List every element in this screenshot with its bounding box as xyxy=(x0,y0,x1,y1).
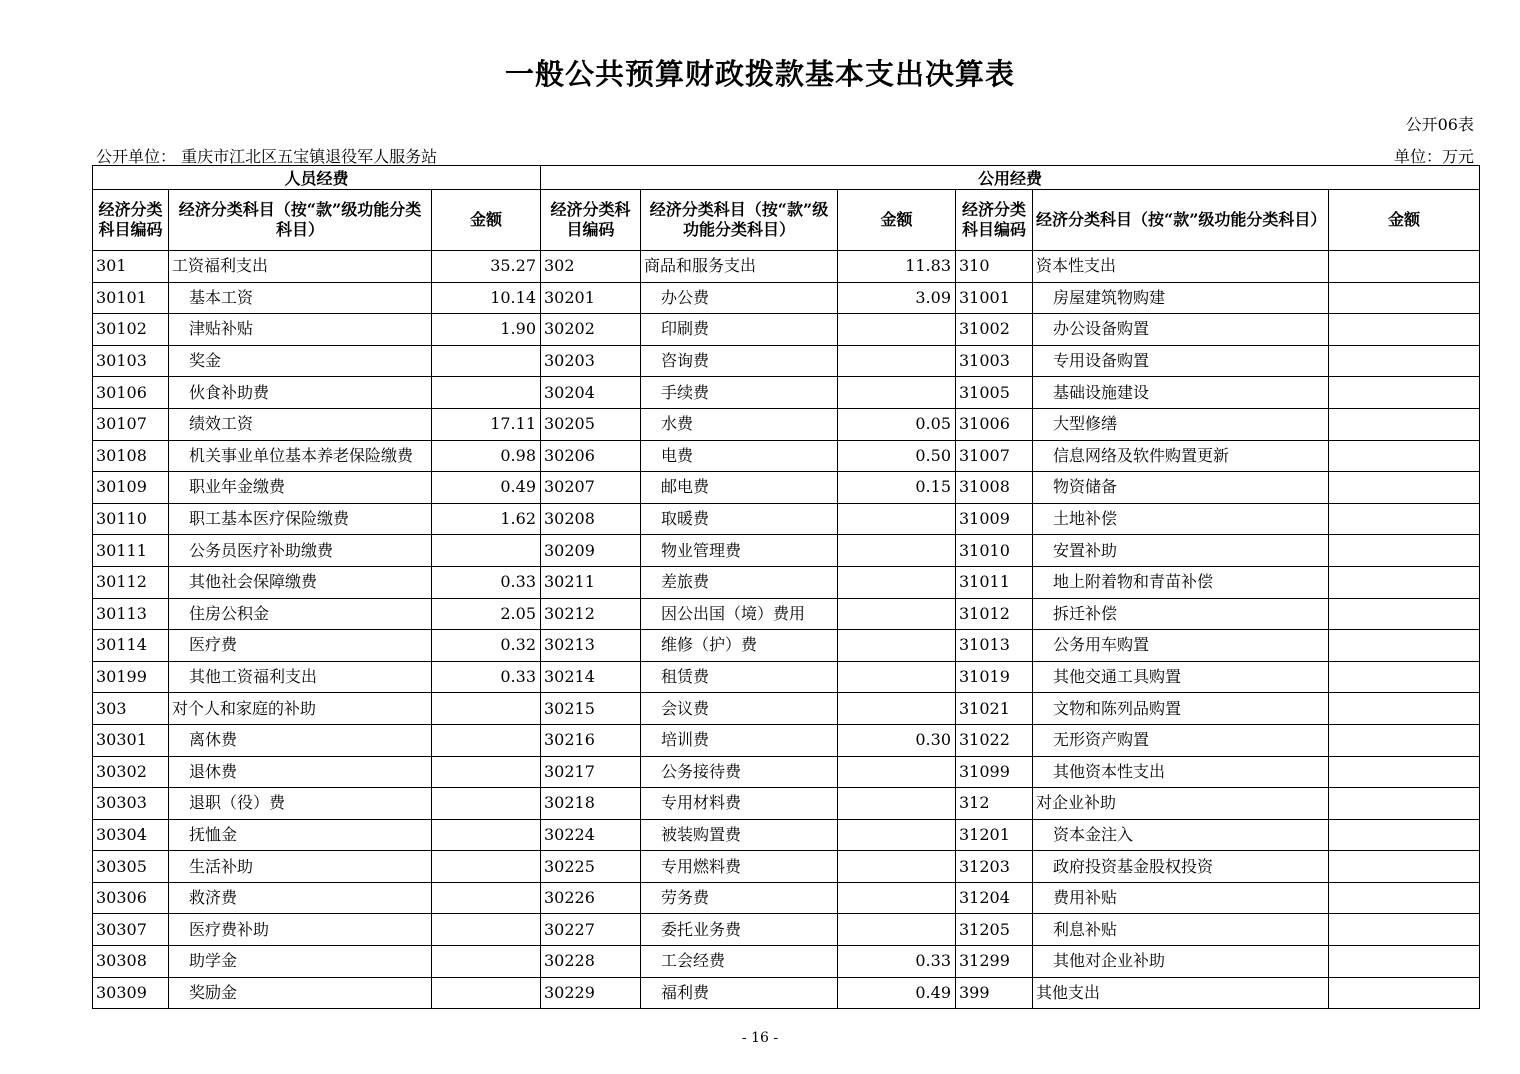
amount-cell xyxy=(838,914,956,946)
amount-cell xyxy=(838,503,956,535)
code-cell: 30206 xyxy=(541,440,641,472)
table-row xyxy=(93,914,1480,946)
header-code: 经济分类科目编码 xyxy=(541,190,641,251)
table-row xyxy=(93,535,1480,567)
name-cell: 大型修缮 xyxy=(1033,408,1329,440)
code-cell: 30301 xyxy=(93,724,169,756)
name-cell: 津贴补贴 xyxy=(169,314,432,346)
name-cell: 差旅费 xyxy=(641,566,838,598)
header-code: 经济分类科目编码 xyxy=(956,190,1033,251)
name-cell: 劳务费 xyxy=(641,882,838,914)
amount-cell xyxy=(838,566,956,598)
table-row xyxy=(93,819,1480,851)
code-cell: 30209 xyxy=(541,535,641,567)
table-row xyxy=(93,661,1480,693)
name-cell: 其他对企业补助 xyxy=(1033,946,1329,978)
table-row xyxy=(93,345,1480,377)
amount-cell xyxy=(1329,314,1480,346)
amount-cell xyxy=(838,314,956,346)
amount-cell xyxy=(838,693,956,725)
name-cell: 福利费 xyxy=(641,977,838,1009)
name-cell: 培训费 xyxy=(641,724,838,756)
name-cell: 绩效工资 xyxy=(169,408,432,440)
name-cell: 电费 xyxy=(641,440,838,472)
code-cell: 30205 xyxy=(541,408,641,440)
amount-cell xyxy=(432,535,541,567)
name-cell: 其他支出 xyxy=(1033,977,1329,1009)
table-row xyxy=(93,472,1480,504)
name-cell: 办公费 xyxy=(641,282,838,314)
amount-cell xyxy=(838,598,956,630)
amount-cell: 0.33 xyxy=(838,946,956,978)
code-cell: 30212 xyxy=(541,598,641,630)
name-cell: 基本工资 xyxy=(169,282,432,314)
name-cell: 职工基本医疗保险缴费 xyxy=(169,503,432,535)
code-cell: 30110 xyxy=(93,503,169,535)
name-cell: 信息网络及软件购置更新 xyxy=(1033,440,1329,472)
code-cell: 30303 xyxy=(93,788,169,820)
amount-cell: 0.15 xyxy=(838,472,956,504)
header-code: 经济分类科目编码 xyxy=(93,190,169,251)
code-cell: 30305 xyxy=(93,851,169,883)
amount-cell: 0.05 xyxy=(838,408,956,440)
code-cell: 30309 xyxy=(93,977,169,1009)
code-cell: 30308 xyxy=(93,946,169,978)
name-cell: 助学金 xyxy=(169,946,432,978)
amount-cell: 1.90 xyxy=(432,314,541,346)
table-row xyxy=(93,440,1480,472)
amount-cell xyxy=(838,851,956,883)
code-cell: 30199 xyxy=(93,661,169,693)
code-cell: 31203 xyxy=(956,851,1033,883)
code-cell: 30204 xyxy=(541,377,641,409)
name-cell: 邮电费 xyxy=(641,472,838,504)
amount-cell xyxy=(838,819,956,851)
name-cell: 工会经费 xyxy=(641,946,838,978)
amount-cell xyxy=(1329,661,1480,693)
page-number: - 16 - xyxy=(741,1030,779,1046)
code-cell: 30109 xyxy=(93,472,169,504)
name-cell: 水费 xyxy=(641,408,838,440)
name-cell: 租赁费 xyxy=(641,661,838,693)
code-cell: 31005 xyxy=(956,377,1033,409)
amount-cell xyxy=(1329,503,1480,535)
name-cell: 公务用车购置 xyxy=(1033,630,1329,662)
name-cell: 其他资本性支出 xyxy=(1033,756,1329,788)
amount-cell xyxy=(1329,851,1480,883)
table-row xyxy=(93,566,1480,598)
name-cell: 商品和服务支出 xyxy=(641,251,838,283)
amount-cell: 0.30 xyxy=(838,724,956,756)
code-cell: 301 xyxy=(93,251,169,283)
amount-cell xyxy=(1329,819,1480,851)
code-cell: 30226 xyxy=(541,882,641,914)
code-cell: 31008 xyxy=(956,472,1033,504)
code-cell: 303 xyxy=(93,693,169,725)
code-cell: 31011 xyxy=(956,566,1033,598)
amount-cell xyxy=(838,377,956,409)
name-cell: 安置补助 xyxy=(1033,535,1329,567)
code-cell: 30111 xyxy=(93,535,169,567)
name-cell: 被装购置费 xyxy=(641,819,838,851)
name-cell: 退休费 xyxy=(169,756,432,788)
name-cell: 利息补贴 xyxy=(1033,914,1329,946)
name-cell: 住房公积金 xyxy=(169,598,432,630)
amount-cell: 0.49 xyxy=(838,977,956,1009)
table-row xyxy=(93,946,1480,978)
amount-cell: 1.62 xyxy=(432,503,541,535)
code-cell: 30214 xyxy=(541,661,641,693)
code-cell: 31299 xyxy=(956,946,1033,978)
amount-cell: 0.33 xyxy=(432,566,541,598)
name-cell: 专用材料费 xyxy=(641,788,838,820)
amount-cell xyxy=(432,693,541,725)
amount-cell xyxy=(432,788,541,820)
name-cell: 专用设备购置 xyxy=(1033,345,1329,377)
header-name: 经济分类科目（按“款”级功能分类科目） xyxy=(169,190,432,251)
table-row xyxy=(93,377,1480,409)
amount-cell xyxy=(1329,377,1480,409)
name-cell: 其他社会保障缴费 xyxy=(169,566,432,598)
group-header-personnel: 人员经费 xyxy=(93,166,541,190)
code-cell: 30108 xyxy=(93,440,169,472)
amount-cell xyxy=(1329,440,1480,472)
name-cell: 因公出国（境）费用 xyxy=(641,598,838,630)
name-cell: 费用补贴 xyxy=(1033,882,1329,914)
table-row xyxy=(93,503,1480,535)
amount-cell xyxy=(838,788,956,820)
code-cell: 30103 xyxy=(93,345,169,377)
amount-cell: 0.33 xyxy=(432,661,541,693)
amount-cell xyxy=(838,882,956,914)
name-cell: 资本性支出 xyxy=(1033,251,1329,283)
code-cell: 30207 xyxy=(541,472,641,504)
table-row xyxy=(93,598,1480,630)
name-cell: 公务员医疗补助缴费 xyxy=(169,535,432,567)
name-cell: 专用燃料费 xyxy=(641,851,838,883)
code-cell: 30208 xyxy=(541,503,641,535)
header-amount: 金额 xyxy=(1329,190,1480,251)
table-row xyxy=(93,314,1480,346)
code-cell: 30213 xyxy=(541,630,641,662)
code-cell: 30114 xyxy=(93,630,169,662)
name-cell: 咨询费 xyxy=(641,345,838,377)
code-cell: 30215 xyxy=(541,693,641,725)
amount-cell: 35.27 xyxy=(432,251,541,283)
name-cell: 拆迁补偿 xyxy=(1033,598,1329,630)
code-cell: 30224 xyxy=(541,819,641,851)
amount-cell xyxy=(1329,472,1480,504)
page-title: 一般公共预算财政拨款基本支出决算表 xyxy=(504,57,1015,91)
name-cell: 机关事业单位基本养老保险缴费 xyxy=(169,440,432,472)
code-cell: 30225 xyxy=(541,851,641,883)
amount-cell xyxy=(432,914,541,946)
name-cell: 印刷费 xyxy=(641,314,838,346)
table-row xyxy=(93,756,1480,788)
amount-cell xyxy=(1329,408,1480,440)
code-cell: 31022 xyxy=(956,724,1033,756)
expenditure-table xyxy=(92,165,1480,1009)
name-cell: 奖金 xyxy=(169,345,432,377)
code-cell: 30107 xyxy=(93,408,169,440)
name-cell: 抚恤金 xyxy=(169,819,432,851)
amount-cell: 0.98 xyxy=(432,440,541,472)
code-cell: 31019 xyxy=(956,661,1033,693)
table-row xyxy=(93,882,1480,914)
name-cell: 医疗费 xyxy=(169,630,432,662)
amount-cell xyxy=(1329,914,1480,946)
amount-cell xyxy=(1329,756,1480,788)
name-cell: 其他工资福利支出 xyxy=(169,661,432,693)
name-cell: 维修（护）费 xyxy=(641,630,838,662)
code-cell: 30217 xyxy=(541,756,641,788)
amount-cell xyxy=(1329,693,1480,725)
table-row xyxy=(93,630,1480,662)
code-cell: 31201 xyxy=(956,819,1033,851)
code-cell: 31204 xyxy=(956,882,1033,914)
code-cell: 30112 xyxy=(93,566,169,598)
name-cell: 物业管理费 xyxy=(641,535,838,567)
code-cell: 31001 xyxy=(956,282,1033,314)
unit-label: 公开单位： 重庆市江北区五宝镇退役军人服务站 xyxy=(96,147,438,166)
code-cell: 30218 xyxy=(541,788,641,820)
amount-cell xyxy=(432,819,541,851)
name-cell: 基础设施建设 xyxy=(1033,377,1329,409)
amount-cell xyxy=(1329,788,1480,820)
amount-cell xyxy=(1329,630,1480,662)
code-cell: 30306 xyxy=(93,882,169,914)
name-cell: 物资储备 xyxy=(1033,472,1329,504)
code-cell: 312 xyxy=(956,788,1033,820)
name-cell: 地上附着物和青苗补偿 xyxy=(1033,566,1329,598)
name-cell: 伙食补助费 xyxy=(169,377,432,409)
table-row xyxy=(93,251,1480,283)
code-cell: 30228 xyxy=(541,946,641,978)
amount-cell xyxy=(1329,977,1480,1009)
code-cell: 31007 xyxy=(956,440,1033,472)
header-amount: 金额 xyxy=(838,190,956,251)
table-row xyxy=(93,977,1480,1009)
amount-cell xyxy=(432,345,541,377)
name-cell: 政府投资基金股权投资 xyxy=(1033,851,1329,883)
code-cell: 31006 xyxy=(956,408,1033,440)
table-row xyxy=(93,693,1480,725)
name-cell: 会议费 xyxy=(641,693,838,725)
code-cell: 30229 xyxy=(541,977,641,1009)
name-cell: 救济费 xyxy=(169,882,432,914)
amount-cell xyxy=(1329,251,1480,283)
code-cell: 31099 xyxy=(956,756,1033,788)
amount-cell xyxy=(1329,566,1480,598)
amount-cell xyxy=(432,946,541,978)
amount-cell xyxy=(1329,946,1480,978)
code-cell: 31021 xyxy=(956,693,1033,725)
amount-cell xyxy=(1329,345,1480,377)
name-cell: 医疗费补助 xyxy=(169,914,432,946)
amount-cell xyxy=(1329,282,1480,314)
code-cell: 31003 xyxy=(956,345,1033,377)
code-cell: 30307 xyxy=(93,914,169,946)
code-cell: 31205 xyxy=(956,914,1033,946)
code-cell: 30102 xyxy=(93,314,169,346)
code-cell: 30101 xyxy=(93,282,169,314)
amount-cell xyxy=(838,345,956,377)
amount-cell: 11.83 xyxy=(838,251,956,283)
name-cell: 委托业务费 xyxy=(641,914,838,946)
name-cell: 其他交通工具购置 xyxy=(1033,661,1329,693)
code-cell: 30302 xyxy=(93,756,169,788)
amount-cell xyxy=(432,882,541,914)
amount-cell xyxy=(838,630,956,662)
header-name: 经济分类科目（按“款”级功能分类科目） xyxy=(641,190,838,251)
code-cell: 31002 xyxy=(956,314,1033,346)
header-amount: 金额 xyxy=(432,190,541,251)
code-cell: 30203 xyxy=(541,345,641,377)
name-cell: 对企业补助 xyxy=(1033,788,1329,820)
code-cell: 399 xyxy=(956,977,1033,1009)
code-cell: 30106 xyxy=(93,377,169,409)
table-row xyxy=(93,282,1480,314)
code-cell: 30216 xyxy=(541,724,641,756)
amount-cell xyxy=(1329,598,1480,630)
code-cell: 31012 xyxy=(956,598,1033,630)
amount-cell xyxy=(432,756,541,788)
code-cell: 310 xyxy=(956,251,1033,283)
code-cell: 31009 xyxy=(956,503,1033,535)
name-cell: 离休费 xyxy=(169,724,432,756)
amount-cell xyxy=(838,756,956,788)
code-cell: 31010 xyxy=(956,535,1033,567)
name-cell: 无形资产购置 xyxy=(1033,724,1329,756)
name-cell: 公务接待费 xyxy=(641,756,838,788)
name-cell: 办公设备购置 xyxy=(1033,314,1329,346)
name-cell: 取暖费 xyxy=(641,503,838,535)
amount-cell: 10.14 xyxy=(432,282,541,314)
code-cell: 30227 xyxy=(541,914,641,946)
header-name: 经济分类科目（按“款”级功能分类科目） xyxy=(1033,190,1329,251)
amount-cell xyxy=(838,535,956,567)
amount-cell xyxy=(1329,535,1480,567)
amount-cell xyxy=(432,377,541,409)
code-cell: 31013 xyxy=(956,630,1033,662)
amount-cell xyxy=(432,851,541,883)
amount-cell: 0.32 xyxy=(432,630,541,662)
amount-cell xyxy=(838,661,956,693)
unit-right: 单位：万元 xyxy=(1393,147,1474,166)
amount-cell: 2.05 xyxy=(432,598,541,630)
amount-cell xyxy=(1329,724,1480,756)
code-cell: 30304 xyxy=(93,819,169,851)
code-cell: 302 xyxy=(541,251,641,283)
name-cell: 土地补偿 xyxy=(1033,503,1329,535)
name-cell: 房屋建筑物购建 xyxy=(1033,282,1329,314)
group-header-public: 公用经费 xyxy=(541,166,1480,190)
code-cell: 30201 xyxy=(541,282,641,314)
code-cell: 30113 xyxy=(93,598,169,630)
amount-cell: 3.09 xyxy=(838,282,956,314)
name-cell: 退职（役）费 xyxy=(169,788,432,820)
table-row xyxy=(93,851,1480,883)
code-cell: 30211 xyxy=(541,566,641,598)
amount-cell xyxy=(432,977,541,1009)
table-row xyxy=(93,788,1480,820)
name-cell: 文物和陈列品购置 xyxy=(1033,693,1329,725)
amount-cell: 17.11 xyxy=(432,408,541,440)
name-cell: 奖励金 xyxy=(169,977,432,1009)
name-cell: 生活补助 xyxy=(169,851,432,883)
name-cell: 资本金注入 xyxy=(1033,819,1329,851)
amount-cell: 0.50 xyxy=(838,440,956,472)
table-row xyxy=(93,408,1480,440)
table-row xyxy=(93,724,1480,756)
amount-cell: 0.49 xyxy=(432,472,541,504)
name-cell: 职业年金缴费 xyxy=(169,472,432,504)
name-cell: 工资福利支出 xyxy=(169,251,432,283)
table-code: 公开06表 xyxy=(1405,115,1474,134)
amount-cell xyxy=(1329,882,1480,914)
code-cell: 30202 xyxy=(541,314,641,346)
name-cell: 对个人和家庭的补助 xyxy=(169,693,432,725)
amount-cell xyxy=(432,724,541,756)
name-cell: 手续费 xyxy=(641,377,838,409)
